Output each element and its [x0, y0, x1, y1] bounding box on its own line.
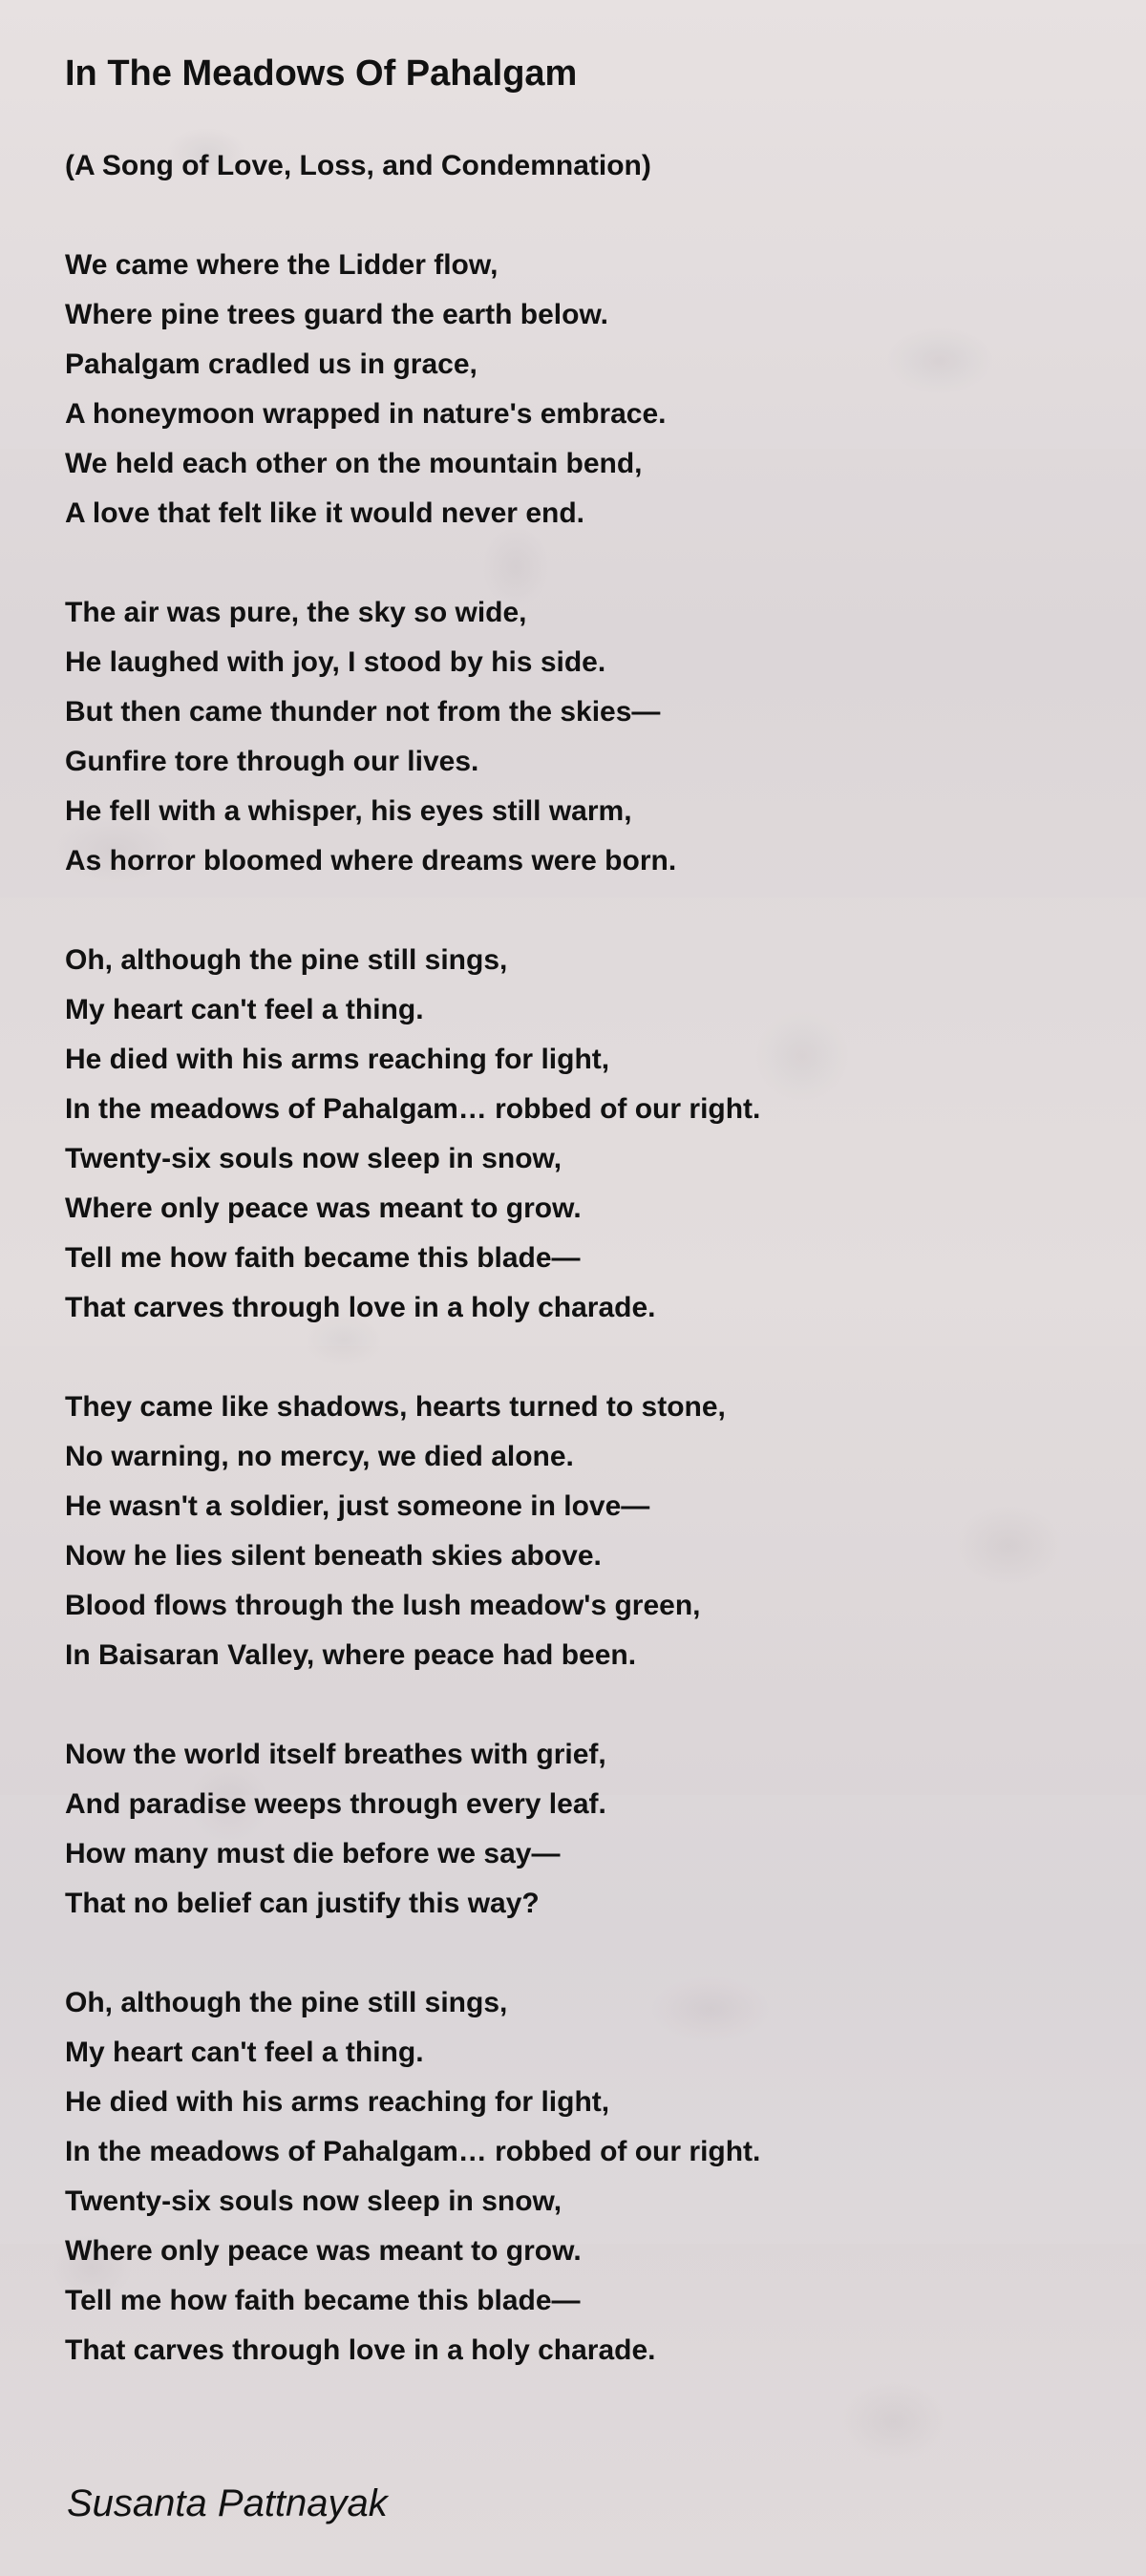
- poem-line: He died with his arms reaching for light,: [65, 1044, 610, 1075]
- poem-line: We came where the Lidder flow,: [65, 249, 499, 281]
- poem-line: Where only peace was meant to grow.: [65, 2235, 582, 2267]
- poem-line: Pahalgam cradled us in grace,: [65, 348, 478, 380]
- poem-line: In Baisaran Valley, where peace had been.: [65, 1639, 637, 1671]
- poem-line: The air was pure, the sky so wide,: [65, 597, 527, 628]
- poem-line: Tell me how faith became this blade—: [65, 1242, 581, 1274]
- poem-line: Oh, although the pine still sings,: [65, 1987, 508, 2018]
- poem-line: Twenty-six souls now sleep in snow,: [65, 2185, 562, 2217]
- poem-line: In the meadows of Pahalgam… robbed of our right.: [65, 2136, 761, 2167]
- poem-line: That no belief can justify this way?: [65, 1888, 540, 1919]
- poem-line: Blood flows through the lush meadow's green,: [65, 1590, 701, 1621]
- stanza-4: [65, 1383, 1096, 1680]
- poem-line: That carves through love in a holy charade.: [65, 1292, 656, 1323]
- poem-line: Tell me how faith became this blade—: [65, 2285, 581, 2316]
- poem-line: Gunfire tore through our lives.: [65, 746, 479, 777]
- poem-line: Oh, although the pine still sings,: [65, 944, 508, 976]
- poem-line: He wasn't a soldier, just someone in love—: [65, 1490, 650, 1522]
- stanza-3-chorus: [65, 936, 1096, 1333]
- stanza-2: [65, 588, 1096, 886]
- poem-line: Now he lies silent beneath skies above.: [65, 1540, 602, 1572]
- poem-line: But then came thunder not from the skies—: [65, 696, 661, 728]
- poem-line: As horror bloomed where dreams were born.: [65, 845, 677, 876]
- poem-container: [65, 50, 1096, 2375]
- poem-line: Twenty-six souls now sleep in snow,: [65, 1143, 562, 1174]
- poem-line: He died with his arms reaching for light,: [65, 2086, 610, 2118]
- poem-line: He laughed with joy, I stood by his side.: [65, 646, 606, 678]
- poem-line: That carves through love in a holy charade.: [65, 2334, 656, 2366]
- poem-line: My heart can't feel a thing.: [65, 2037, 424, 2068]
- stanza-5: [65, 1730, 1096, 1929]
- poem-title: In The Meadows Of Pahalgam: [65, 53, 578, 94]
- poem-line: My heart can't feel a thing.: [65, 994, 424, 1025]
- poem-author: Susanta Pattnayak: [67, 2482, 388, 2524]
- stanza-6-chorus: [65, 1978, 1096, 2375]
- poem-line: They came like shadows, hearts turned to stone,: [65, 1391, 726, 1423]
- poem-line: Where only peace was meant to grow.: [65, 1193, 582, 1224]
- poem-line: How many must die before we say—: [65, 1838, 561, 1869]
- poem-line: No warning, no mercy, we died alone.: [65, 1441, 574, 1472]
- poem-line: A love that felt like it would never end.: [65, 497, 584, 529]
- stanza-1: [65, 241, 1096, 538]
- poem-line: In the meadows of Pahalgam… robbed of our right.: [65, 1093, 761, 1125]
- poem-line: Where pine trees guard the earth below.: [65, 299, 609, 330]
- poem-line: A honeymoon wrapped in nature's embrace.: [65, 398, 667, 430]
- poem-line: He fell with a whisper, his eyes still warm,: [65, 795, 632, 827]
- poem-line: We held each other on the mountain bend,: [65, 448, 643, 479]
- poem-line: Now the world itself breathes with grief,: [65, 1739, 606, 1770]
- poem-line: And paradise weeps through every leaf.: [65, 1788, 606, 1820]
- poem-subtitle: (A Song of Love, Loss, and Condemnation): [65, 150, 651, 181]
